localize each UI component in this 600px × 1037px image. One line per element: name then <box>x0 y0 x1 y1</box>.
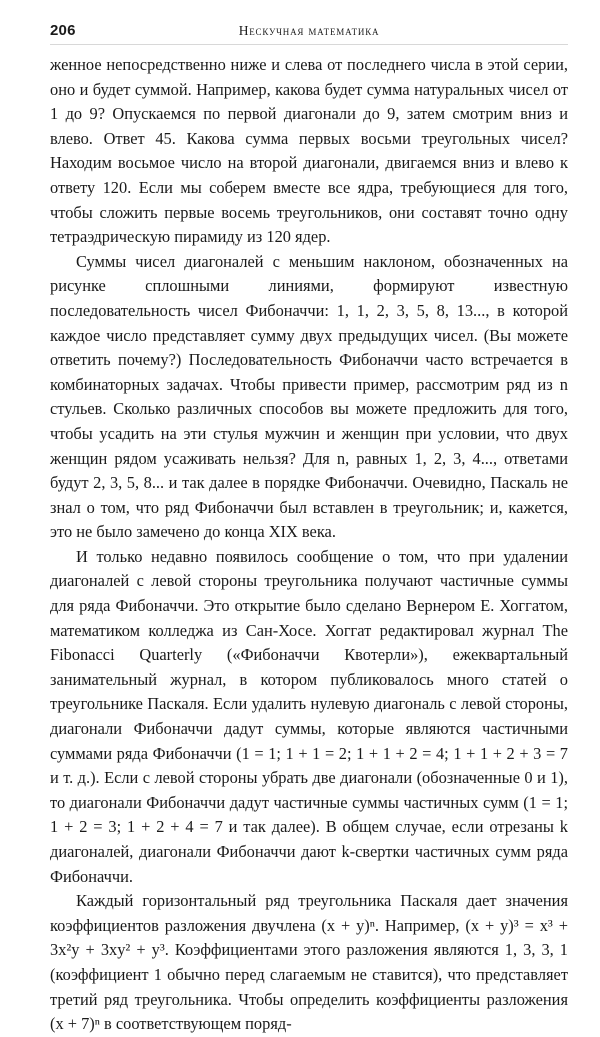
body-text <box>50 53 568 1037</box>
book-title: Нескучная математика <box>238 23 380 38</box>
paragraph-2: Суммы чисел диагоналей с меньшим наклоном, обозначенных на рисунке сплошными линиями, формируют известную последовательность чисел Фибоначчи: 1, 1, 2, 3, 5, 8, 13..., в которой каждое число представляет сумму двух предыдущих чисел. (Вы можете ответить почему?) Последовательность Фибоначчи часто встречается в комбинаторных задачах. Чтобы привести пример, рассмотрим ряд из n стульев. Сколько различных способов вы можете предложить для того, чтобы усадить на эти стулья мужчин и женщин при условии, что двух женщин рядом усаживать нельзя? Для n, равных 1, 2, 3, 4..., ответами будут 2, 3, 5, 8... и так далее в порядке Фибоначчи. Очевидно, Паскаль не знал о том, что ряд Фибоначчи был вставлен в треугольник; и, кажется, это не было замечено до конца XIX века. <box>50 251 568 542</box>
running-head <box>50 22 568 45</box>
page-number: 206 <box>50 22 76 39</box>
book-page <box>50 22 568 1034</box>
paragraph-1: женное непосредственно ниже и слева от последнего числа в этой серии, оно и будет суммой. Например, какова будет сумма натуральных чисел от 1 до 9? Опускаемся по первой диагонали до 9, затем смотрим вниз и влево. Ответ 45. Какова сумма первых восьми треугольных чисел? Находим восьмое число на второй диагонали, двигаемся вниз и влево к ответу 120. Если мы соберем вместе все ядра, требующиеся для того, чтобы сложить первые восемь треугольников, они составят точно одну тетраэдрическую пирамиду из 120 ядер. <box>50 55 568 247</box>
paragraph-4: Каждый горизонтальный ряд треугольника Паскаля дает значения коэффициентов разложения двучлена (x + y)ⁿ. Например, (x + y)³ = x³ + 3x²y + 3xy² + y³. Коэффициентами этого разложения являются 1, 3, 3, 1 (коэффициент 1 обычно перед слагаемым не ставится), что представляет третий ряд треугольника. Чтобы определить коэффициенты разложения (x + 7)ⁿ в соответствующем поряд- <box>50 891 568 1034</box>
paragraph-3: И только недавно появилось сообщение о том, что при удалении диагоналей с левой стороны треугольника получают частичные суммы для ряда Фибоначчи. Это открытие было сделано Вернером Е. Хоггатом, математиком колледжа из Сан-Хосе. Хоггат редактировал журнал The Fibonacci Quarterly («Фибоначчи Квотерли»), ежеквартальный занимательный журнал, в котором публиковалось много статей о треугольнике Паскаля. Если удалить нулевую диагональ с левой стороны, диагонали Фибоначчи дадут суммы, которые являются частичными суммами ряда Фибоначчи (1 = 1; 1 + 1 = 2; 1 + 1 + 2 = 4; 1 + 1 + 2 + 3 = 7 и т. д.). Если с левой стороны убрать две диагонали (обозначенные 0 и 1), то диагонали Фибоначчи дадут частичные суммы частичных сумм (1 = 1; 1 + 2 = 3; 1 + 2 + 4 = 7 и так далее). В общем случае, если отрезаны k диагоналей, диагонали Фибоначчи дают k-свертки частичных сумм ряда Фибоначчи. <box>50 546 568 886</box>
